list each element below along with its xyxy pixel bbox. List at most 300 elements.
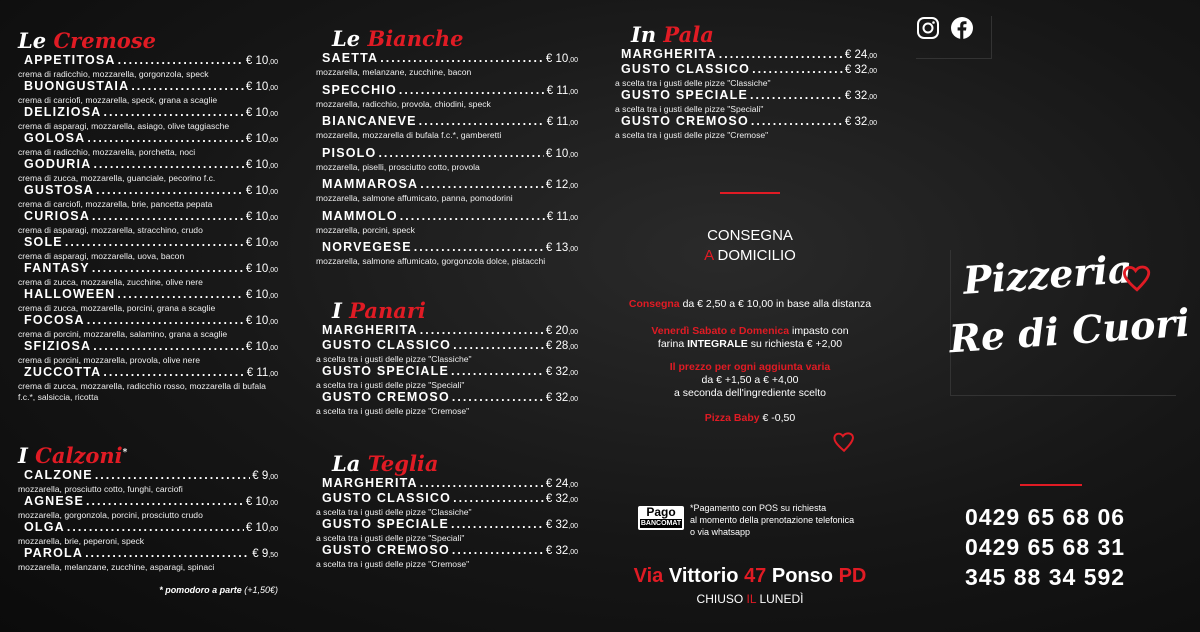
item-head [316,339,578,354]
price-value: € 10 [245,81,269,93]
item-head [316,115,578,130]
item-head [615,48,877,63]
item-name: CURIOSA [24,209,91,223]
item-price [546,545,578,559]
item-head [18,54,278,69]
dot-leader [378,147,543,160]
dot-leader [93,340,244,353]
menu-item [615,63,877,89]
section-cremose [18,30,278,403]
item-head [18,184,278,199]
item-name: GUSTOSA [24,183,94,197]
dot-leader [453,339,544,352]
item-price [845,90,877,104]
price-cents: ,00 [867,120,877,127]
menu-item [316,52,578,84]
facebook-icon[interactable] [950,16,974,40]
menu-item [18,106,278,132]
price-cents: ,00 [568,329,578,336]
item-description: mozzarella, gorgonzola, porcini, prosciutto crudo [18,510,203,520]
item-description: mozzarella, radicchio, provola, chiodini, speck [316,98,491,109]
price-value: € 32 [545,366,569,378]
item-head [18,210,278,225]
baby-text: € -0,50 [762,412,796,424]
item-price [252,548,278,562]
brand-line2: Re di Cuori [947,299,1192,362]
item-name: GUSTO CREMOSO [322,390,450,404]
item-name: SAETTA [322,51,379,65]
item-description: mozzarella, piselli, prosciutto cotto, provola [316,161,480,172]
item-price [246,522,278,536]
item-description: a scelta tra i gusti delle pizze "Classiche" [316,507,472,517]
section-panari [316,300,578,417]
item-name: APPETITOSA [24,53,116,67]
menu-item [316,477,578,492]
item-name: PAROLA [24,546,84,560]
item-price [546,148,578,162]
item-name: SOLE [24,235,63,249]
payment-text: *Pagamento con POS su richiesta [690,503,827,513]
item-price [252,470,278,484]
dot-leader [419,115,545,128]
divider [720,192,780,194]
extra-text1: da € +1,50 a € +4,00 [701,374,799,386]
item-description: a scelta tra i gusti delle pizze "Cremose" [316,406,470,416]
item-head [18,80,278,95]
price-value: € 24 [545,478,569,490]
item-name: GODURIA [24,157,92,171]
delivery-info [610,298,890,425]
price-value: € 32 [545,519,569,531]
delivery-word: DOMICILIO [717,247,796,264]
item-name: HALLOWEEN [24,287,116,301]
item-name: OLGA [24,520,65,534]
delivery-line2 [650,246,850,266]
price-cents: ,00 [268,59,278,66]
price-value: € 10 [245,263,269,275]
item-head [18,236,278,251]
item-head [18,288,278,303]
dot-leader [400,210,545,223]
price-cents: ,00 [268,163,278,170]
price-cents: ,00 [568,151,578,159]
item-price [546,366,578,380]
consegna-label: Consegna [628,298,680,310]
section-title [332,453,578,475]
price-value: € 10 [545,147,569,160]
title-word: Bianche [367,26,464,51]
bancomat-logo-bottom: BANCOMAT [640,520,682,527]
dot-leader [451,365,544,378]
dot-leader [750,89,843,102]
item-price [247,367,278,381]
item-name: GOLOSA [24,131,86,145]
address-word: Ponso [771,565,833,587]
item-head [18,132,278,147]
dot-leader [117,288,244,301]
item-head [18,340,278,355]
item-price [546,392,578,406]
item-description: crema di carciofi, mozzarella, speck, grana a scaglie [18,95,218,105]
title-word: Le [18,28,47,53]
item-head [615,89,877,104]
divider [1020,484,1082,486]
item-description: mozzarella, salmone affumicato, panna, pomodorini [316,193,513,203]
item-name: SFIZIOSA [24,339,92,353]
item-price [546,519,578,533]
title-word: Calzoni [35,443,123,468]
item-price [246,237,278,251]
item-head [316,84,578,99]
price-value: € 10 [245,237,269,249]
days-word: INTEGRALE [687,338,748,350]
menu-item [18,236,278,262]
price-cents: ,50 [268,552,278,559]
dot-leader [131,80,244,93]
price-value: € 10 [245,185,269,197]
title-word: In [631,22,657,47]
address-word: Vittorio [668,565,739,587]
item-head [615,63,877,78]
dot-leader [719,48,843,61]
price-value: € 32 [545,392,569,404]
item-price [547,116,578,130]
item-description: crema di zucca, mozzarella, guanciale, pecorino f.c. [18,173,216,183]
item-name: CALZONE [24,468,93,482]
closed-word: CHIUSO [696,592,744,606]
item-description: crema di zucca, mozzarella, porcini, grana a scaglie [18,303,216,313]
days-word: su richiesta € +2,00 [750,338,843,350]
item-description: crema di porcini, mozzarella, provola, olive nere [18,355,200,365]
item-price [546,478,578,492]
item-name: GUSTO CLASSICO [322,491,452,505]
item-name: BIANCANEVE [322,114,417,128]
item-name: GUSTO SPECIALE [621,88,749,102]
item-name: FOCOSA [24,313,85,327]
delivery-word: A [704,247,714,264]
item-price [246,55,278,69]
extra-text2: a seconda dell'ingrediente scelto [673,387,827,399]
title-word: Pala [663,22,714,47]
price-value: € 32 [844,90,868,102]
dot-leader [752,63,843,76]
item-head [18,495,278,510]
price-cents: ,00 [568,344,578,351]
phone-list [965,502,1125,592]
item-description: mozzarella, salmone affumicato, gorgonzola dolce, pistacchi [316,256,546,266]
price-cents: ,00 [268,189,278,196]
title-star: * [122,448,128,458]
menu-item [18,158,278,184]
price-cents: ,00 [268,137,278,144]
menu-item [316,391,578,417]
item-price [246,185,278,199]
price-value: € 20 [545,325,569,337]
menu-item [316,365,578,391]
price-value: € 32 [844,64,868,76]
dot-leader [85,547,250,560]
item-head [18,469,278,484]
item-description: mozzarella, melanzane, zucchine, asparagi, spinaci [18,562,215,572]
item-name: ZUCCOTTA [24,365,102,379]
price-cents: ,00 [568,523,578,530]
dot-leader [118,54,244,67]
item-description: a scelta tra i gusti delle pizze "Speciali" [316,533,465,543]
price-value: € 10 [545,53,569,65]
title-word: Panari [349,298,426,323]
item-description: mozzarella, porcini, speck [316,224,415,235]
title-word: La [332,451,361,476]
title-word: I [332,298,342,323]
address-word: 47 [744,565,767,587]
price-cents: ,00 [268,526,278,533]
section-title [332,28,578,50]
price-value: € 10 [245,315,269,327]
price-value: € 32 [545,493,569,505]
menu-list [18,469,278,573]
price-value: € 10 [245,341,269,353]
item-description: crema di radicchio, mozzarella, porchetta, noci [18,147,196,157]
days-word: farina [657,338,685,350]
price-value: € 12 [545,179,569,191]
phone-number[interactable]: 0429 65 68 31 [965,534,1126,560]
price-value: € 11 [546,210,569,223]
price-cents: ,00 [568,57,578,64]
menu-item [615,115,877,141]
item-description: mozzarella, prosciutto cotto, funghi, carciofi [18,484,183,494]
menu-item [316,147,578,179]
item-description: crema di asparagi, mozzarella, stracchino, crudo [18,225,203,235]
price-value: € 10 [245,289,269,301]
closed-word: IL [746,592,757,606]
heart-icon [1119,260,1155,294]
item-head [316,391,578,406]
item-name: GUSTO CREMOSO [322,543,450,557]
dot-leader [93,158,243,171]
dot-leader [103,366,244,379]
item-description: mozzarella, melanzane, zucchine, bacon [316,67,472,77]
bancomat-logo [638,506,684,530]
item-head [316,544,578,559]
price-cents: ,00 [568,120,578,127]
price-cents: ,00 [568,549,578,556]
dot-leader [452,391,544,404]
dot-leader [452,544,544,557]
price-cents: ,00 [867,53,877,60]
item-price [546,340,578,354]
dot-leader [420,477,544,490]
price-cents: ,00 [568,183,578,190]
menu-item [316,115,578,147]
menu-item [615,48,877,63]
item-name: GUSTO CLASSICO [322,338,452,352]
item-price [246,289,278,303]
price-cents: ,00 [268,293,278,300]
consegna-text: da € 2,50 a € 10,00 in base alla distanza [682,298,872,310]
item-description: a scelta tra i gusti delle pizze "Classiche" [316,354,472,364]
item-head [316,492,578,507]
days-label: Venerdì Sabato e Domenica [651,325,790,337]
item-head [18,314,278,329]
brand-line1: Pizzeria [961,246,1134,303]
price-cents: ,00 [268,267,278,274]
price-cents: ,00 [268,215,278,222]
instagram-icon[interactable] [916,16,940,40]
dot-leader [451,518,544,531]
price-value: € 10 [245,522,269,534]
price-value: € 10 [245,107,269,119]
price-value: € 32 [545,545,569,557]
menu-item [615,89,877,115]
closed-word: LUNEDÌ [759,592,804,606]
phone-number[interactable]: 345 88 34 592 [965,564,1126,590]
dot-leader [92,262,244,275]
dot-leader [751,115,843,128]
menu-item [316,241,578,273]
item-name: MAMMOLO [322,208,398,223]
price-value: € 9 [252,470,269,482]
dot-leader [96,184,244,197]
menu-item [316,544,578,570]
item-name: DELIZIOSA [24,105,102,119]
price-cents: ,00 [568,396,578,403]
price-cents: ,00 [568,246,578,253]
item-name: MARGHERITA [322,323,418,337]
price-value: € 9 [252,548,269,560]
address [610,564,890,588]
payment-text: o via whatsapp [690,527,751,537]
menu-item [18,314,278,340]
menu-item [316,84,578,116]
item-description: a scelta tra i gusti delle pizze "Cremose" [316,559,470,569]
dot-leader [95,469,250,482]
dot-leader [92,210,244,223]
item-name: GUSTO CLASSICO [621,62,751,76]
price-cents: ,00 [568,88,578,96]
baby-label: Pizza Baby [704,412,760,424]
title-word: Le [332,26,361,51]
item-price [845,116,877,130]
dot-leader [420,178,544,191]
dot-leader [67,521,244,534]
price-value: € 10 [245,496,269,508]
item-price [246,496,278,510]
price-cents: ,00 [268,111,278,118]
item-price [845,64,877,78]
menu-item [18,366,278,403]
item-price [246,315,278,329]
menu-list [316,324,578,417]
title-word: Cremose [53,28,157,53]
address-word: Via [633,565,664,587]
item-head [316,241,578,256]
item-name: MARGHERITA [322,476,418,490]
item-name: AGNESE [24,494,84,508]
item-price [546,493,578,507]
dot-leader [414,241,544,254]
price-cents: ,00 [568,497,578,504]
item-head [18,366,278,381]
dot-leader [420,324,544,337]
item-price [546,242,578,256]
menu-item [316,339,578,365]
menu-item [18,340,278,366]
dot-leader [380,52,544,65]
delivery-heading [650,226,850,266]
price-cents: ,00 [268,85,278,92]
price-value: € 24 [844,49,868,61]
section-title [332,300,578,322]
item-head [18,547,278,562]
payment-text: al momento della prenotazione telefonica [690,515,855,525]
item-price [246,341,278,355]
item-description: a scelta tra i gusti delle pizze "Speciali" [615,104,764,114]
section-title [18,442,278,467]
item-description: crema di carciofi, mozzarella, brie, pancetta pepata [18,199,213,209]
menu-item [18,288,278,314]
dot-leader [65,236,244,249]
item-price [246,81,278,95]
item-head [18,158,278,173]
price-cents: ,00 [867,68,877,75]
delivery-line1: CONSEGNA [707,227,793,244]
menu-item [18,210,278,236]
consegna-line [610,298,890,311]
price-cents: ,00 [867,94,877,101]
item-head [316,324,578,339]
price-value: € 11 [246,367,269,379]
menu-list [316,52,578,273]
price-value: € 10 [245,55,269,67]
menu-item [18,80,278,106]
item-head [18,521,278,536]
price-value: € 10 [245,211,269,223]
item-name: GUSTO CREMOSO [621,114,749,128]
item-price [547,85,578,99]
section-pala [615,24,877,141]
price-cents: ,00 [568,370,578,377]
item-description: a scelta tra i gusti delle pizze "Classiche" [615,78,771,88]
section-bianche [316,28,578,273]
item-head [316,365,578,380]
days-text: impasto con [792,325,849,337]
price-value: € 11 [546,84,569,97]
price-cents: ,00 [268,241,278,248]
menu-item [316,324,578,339]
menu-item [18,521,278,547]
dot-leader [86,495,244,508]
dot-leader [87,132,244,145]
item-name: PISOLO [322,145,377,160]
menu-item [316,210,578,242]
days-line2 [610,338,890,351]
item-head [316,477,578,492]
item-name: GUSTO SPECIALE [322,364,450,378]
item-head [316,147,578,162]
item-price [845,49,877,63]
item-price [246,211,278,225]
price-cents: ,00 [268,474,278,481]
item-description: crema di asparagi, mozzarella, uova, bacon [18,251,185,261]
item-head [316,178,578,193]
item-head [18,106,278,121]
phone-number[interactable]: 0429 65 68 06 [965,504,1126,530]
menu-item [18,262,278,288]
price-cents: ,00 [568,482,578,489]
menu-item [18,184,278,210]
social-icons [916,16,992,59]
price-value: € 11 [546,116,569,128]
